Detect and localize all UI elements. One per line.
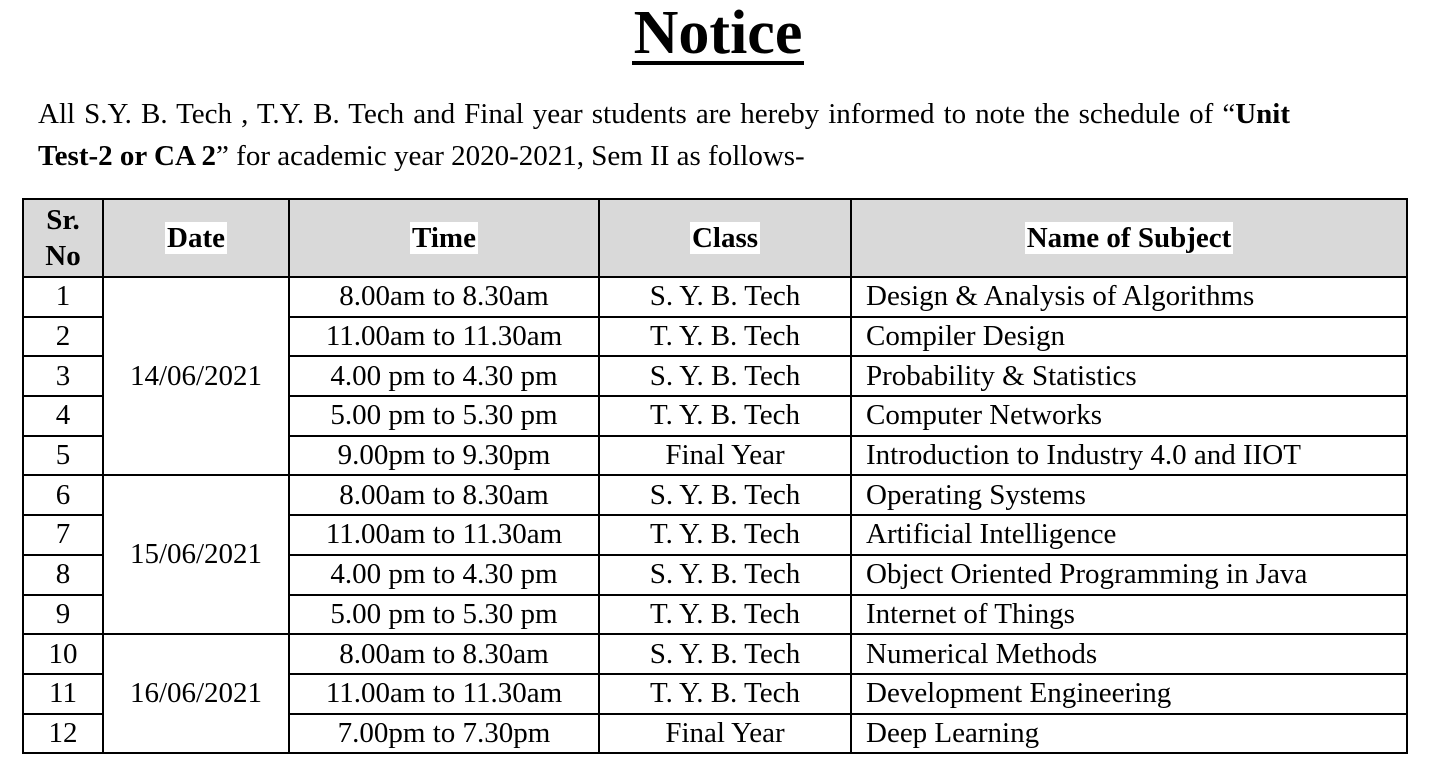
notice-title-text: Notice — [633, 0, 803, 67]
intro-paragraph — [38, 93, 1290, 177]
sr-cell: 6 — [23, 475, 103, 515]
sr-cell: 12 — [23, 714, 103, 754]
subject-cell: Introduction to Industry 4.0 and IIOT — [851, 436, 1407, 476]
sr-cell: 10 — [23, 634, 103, 674]
header-date: Date — [103, 199, 289, 277]
time-cell: 5.00 pm to 5.30 pm — [289, 396, 599, 436]
subject-cell: Compiler Design — [851, 317, 1407, 357]
time-cell: 9.00pm to 9.30pm — [289, 436, 599, 476]
class-cell: T. Y. B. Tech — [599, 595, 851, 635]
sr-cell: 9 — [23, 595, 103, 635]
subject-cell: Object Oriented Programming in Java — [851, 555, 1407, 595]
class-cell: S. Y. B. Tech — [599, 555, 851, 595]
sr-cell: 5 — [23, 436, 103, 476]
subject-cell: Probability & Statistics — [851, 356, 1407, 396]
schedule-table — [22, 198, 1408, 754]
class-cell: S. Y. B. Tech — [599, 475, 851, 515]
class-cell: T. Y. B. Tech — [599, 674, 851, 714]
time-cell: 11.00am to 11.30am — [289, 674, 599, 714]
class-cell: Final Year — [599, 714, 851, 754]
date-cell: 14/06/2021 — [103, 277, 289, 475]
sr-cell: 3 — [23, 356, 103, 396]
header-subject: Name of Subject — [851, 199, 1407, 277]
subject-cell: Computer Networks — [851, 396, 1407, 436]
subject-cell: Operating Systems — [851, 475, 1407, 515]
intro-text-part2: ” for academic year 2020-2021, Sem II as follows- — [216, 140, 805, 172]
table-row — [23, 277, 1407, 317]
subject-cell: Artificial Intelligence — [851, 515, 1407, 555]
table-row — [23, 475, 1407, 515]
header-class: Class — [599, 199, 851, 277]
table-header-row — [23, 199, 1407, 277]
time-cell: 4.00 pm to 4.30 pm — [289, 356, 599, 396]
time-cell: 11.00am to 11.30am — [289, 515, 599, 555]
header-time: Time — [289, 199, 599, 277]
subject-cell: Internet of Things — [851, 595, 1407, 635]
notice-title — [0, 2, 1436, 65]
time-cell: 8.00am to 8.30am — [289, 475, 599, 515]
subject-cell: Design & Analysis of Algorithms — [851, 277, 1407, 317]
table-row — [23, 634, 1407, 674]
subject-cell: Numerical Methods — [851, 634, 1407, 674]
class-cell: S. Y. B. Tech — [599, 356, 851, 396]
sr-cell: 4 — [23, 396, 103, 436]
sr-cell: 7 — [23, 515, 103, 555]
date-cell: 15/06/2021 — [103, 475, 289, 634]
time-cell: 8.00am to 8.30am — [289, 634, 599, 674]
class-cell: T. Y. B. Tech — [599, 317, 851, 357]
subject-cell: Development Engineering — [851, 674, 1407, 714]
sr-cell: 1 — [23, 277, 103, 317]
date-cell: 16/06/2021 — [103, 634, 289, 753]
sr-cell: 2 — [23, 317, 103, 357]
time-cell: 8.00am to 8.30am — [289, 277, 599, 317]
time-cell: 5.00 pm to 5.30 pm — [289, 595, 599, 635]
time-cell: 7.00pm to 7.30pm — [289, 714, 599, 754]
class-cell: Final Year — [599, 436, 851, 476]
class-cell: S. Y. B. Tech — [599, 277, 851, 317]
class-cell: T. Y. B. Tech — [599, 396, 851, 436]
intro-text-part1: All S.Y. B. Tech , T.Y. B. Tech and Final year students are hereby informed to note the schedule of “ — [38, 98, 1236, 130]
class-cell: T. Y. B. Tech — [599, 515, 851, 555]
sr-cell: 8 — [23, 555, 103, 595]
sr-cell: 11 — [23, 674, 103, 714]
intro-text-bold: Unit Test-2 or CA 2 — [38, 98, 1290, 172]
subject-cell: Deep Learning — [851, 714, 1407, 754]
time-cell: 4.00 pm to 4.30 pm — [289, 555, 599, 595]
time-cell: 11.00am to 11.30am — [289, 317, 599, 357]
header-sr-no: Sr. No — [23, 199, 103, 277]
class-cell: S. Y. B. Tech — [599, 634, 851, 674]
